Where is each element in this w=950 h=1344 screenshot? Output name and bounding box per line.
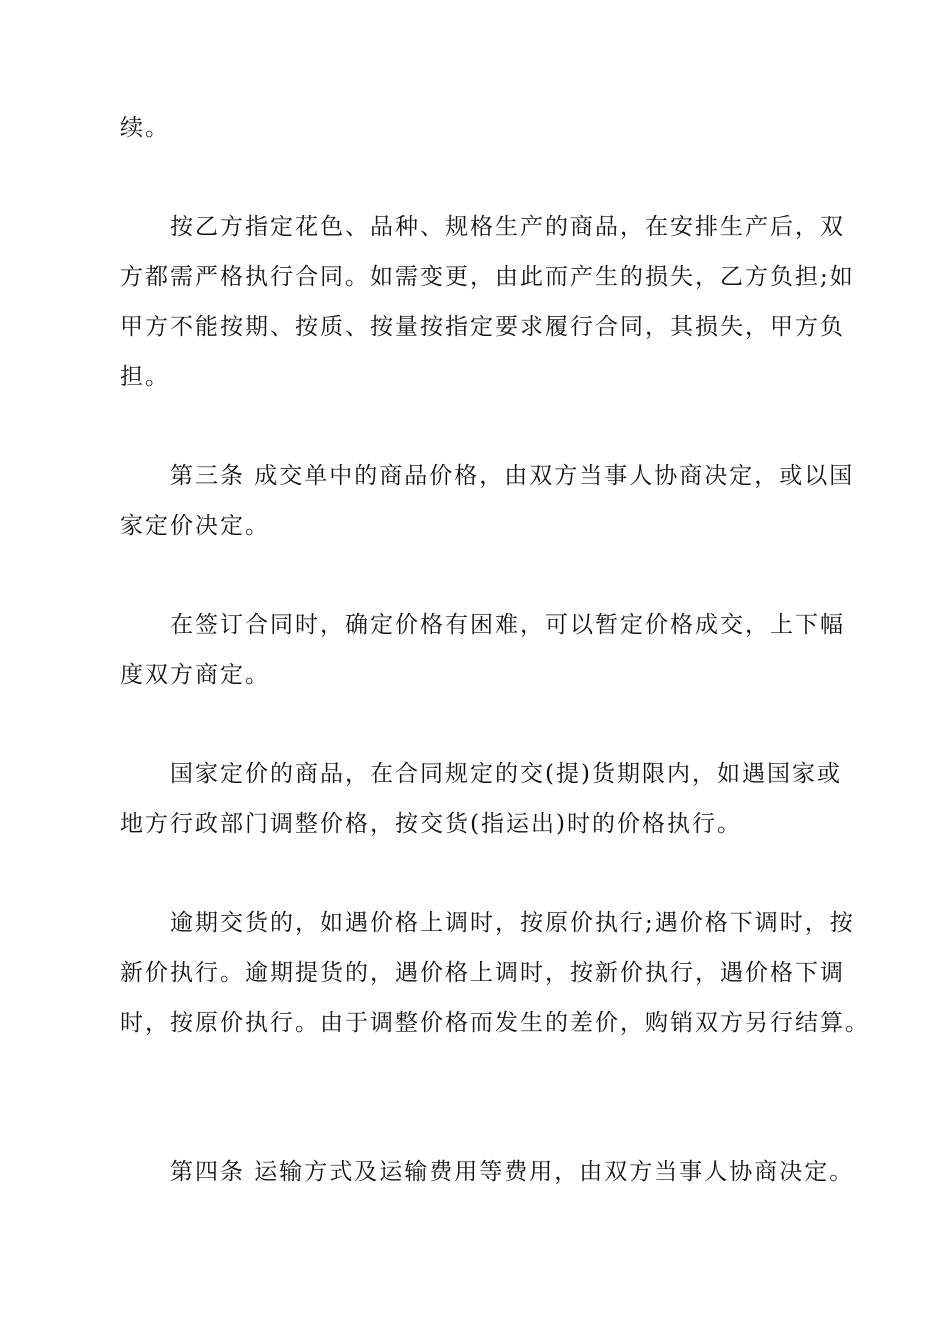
paragraph-line: 新价执行。逾期提货的，遇价格上调时，按新价执行，遇价格下调: [120, 960, 845, 986]
paragraph-line: 时，按原价执行。由于调整价格而发生的差价，购销双方另行结算。: [120, 1010, 870, 1036]
paragraph-line: 按乙方指定花色、品种、规格生产的商品，在安排生产后，双: [170, 214, 845, 240]
paragraph-line: 度双方商定。: [120, 662, 270, 688]
paragraph-line: 第四条 运输方式及运输费用等费用，由双方当事人协商决定。: [170, 1159, 855, 1185]
paragraph-line: 国家定价的商品，在合同规定的交(提)货期限内，如遇国家或: [170, 761, 842, 787]
paragraph-line: 家定价决定。: [120, 513, 270, 539]
paragraph-line: 甲方不能按期、按质、按量按指定要求履行合同，其损失，甲方负: [120, 314, 845, 340]
paragraph-line: 方都需严格执行合同。如需变更，由此而产生的损失，乙方负担;如: [120, 264, 855, 290]
paragraph-line: 逾期交货的，如遇价格上调时，按原价执行;遇价格下调时，按: [170, 910, 855, 936]
paragraph-line: 第三条 成交单中的商品价格，由双方当事人协商决定，或以国: [170, 463, 855, 489]
paragraph-line: 在签订合同时，确定价格有困难，可以暂定价格成交，上下幅: [170, 612, 845, 638]
paragraph-line: 续。: [120, 115, 170, 141]
paragraph-line: 担。: [120, 364, 170, 390]
paragraph-line: 地方行政部门调整价格，按交货(指运出)时的价格执行。: [120, 811, 742, 837]
